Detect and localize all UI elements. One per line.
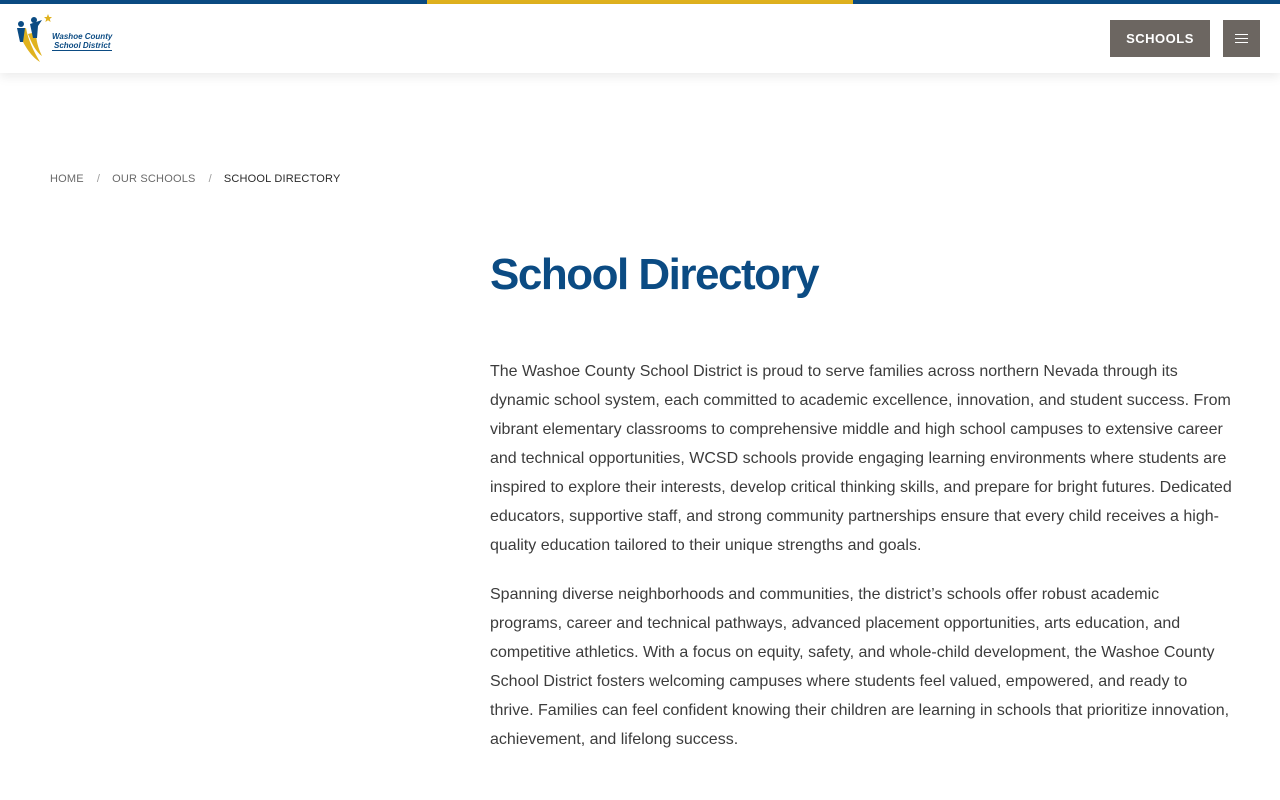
- wcsd-logo-link[interactable]: [12, 12, 116, 64]
- breadcrumb-home[interactable]: HOME: [50, 173, 84, 185]
- page-title: School Directory: [490, 250, 819, 299]
- menu-button[interactable]: [1223, 20, 1260, 57]
- logo-line-1: Washoe County: [52, 32, 113, 41]
- breadcrumb-current: SCHOOL DIRECTORY: [223, 173, 341, 185]
- breadcrumb: [50, 173, 341, 185]
- breadcrumb-separator: /: [96, 173, 101, 185]
- intro-paragraph-2: Spanning diverse neighborhoods and communities, the district’s schools offer robust academic programs, career and technical pathways, advanced placement opportunities, arts education, and competitive athletics. With a focus on equity, safety, and whole-child development, the Washoe County School District fosters welcoming campuses where students feel valued, empowered, and ready to thrive. Families can feel confident knowing their children are learning in schools that prioritize innovation, achievement, and lifelong success.: [490, 586, 1230, 748]
- hamburger-icon: [1235, 34, 1248, 44]
- breadcrumb-our-schools[interactable]: OUR SCHOOLS: [112, 173, 196, 185]
- schools-button[interactable]: SCHOOLS: [1110, 20, 1210, 57]
- breadcrumb-separator: /: [208, 173, 212, 185]
- logo-wordmark: [52, 32, 112, 51]
- page-content: [490, 357, 1235, 774]
- logo-line-2: School District: [54, 41, 111, 50]
- wcsd-logo-icon: [12, 12, 52, 64]
- intro-paragraph-1: The Washoe County School District is proud to serve families across northern Nevada through its dynamic school system, each committed to academic excellence, innovation, and student success. From vibrant elementary classrooms to comprehensive middle and high school campuses to extensive career and technical opportunities, WCSD schools provide engaging learning environments where students are inspired to explore their interests, develop critical thinking skills, and prepare for bright futures. Dedicated educators, supportive staff, and strong community partnerships ensure that every child receives a high-quality education tailored to their unique strengths and goals.: [490, 363, 1232, 554]
- site-header: [0, 4, 1280, 73]
